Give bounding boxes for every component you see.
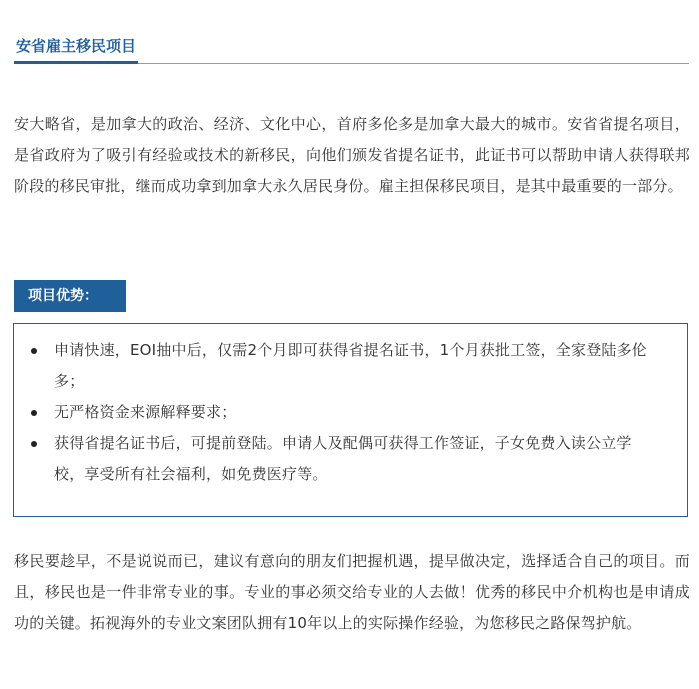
advantages-label: 项目优势： <box>14 280 126 312</box>
closing-paragraph: 移民要趁早，不是说说而已，建议有意向的朋友们把握机遇，提早做决定，选择适合自己的项目。而且，移民也是一件非常专业的事。专业的事必须交给专业的人去做！优秀的移民中介机构也是申请成功的关键。拓视海外的专业文案团队拥有10年以上的实际操作经验，为您移民之路保驾护航。 <box>14 552 690 632</box>
bullet-icon <box>31 410 37 416</box>
advantages-box <box>13 323 688 517</box>
intro-paragraph: 安大略省，是加拿大的政治、经济、文化中心，首府多伦多是加拿大最大的城市。安省省提名项目，是省政府为了吸引有经验或技术的新移民，向他们颁发省提名证书，此证书可以帮助申请人获得联邦阶段的移民审批，继而成功拿到加拿大永久居民身份。雇主担保移民项目，是其中最重要的一部分。 <box>14 115 690 195</box>
list-item-text: 获得省提名证书后，可提前登陆。申请人及配偶可获得工作签证，子女免费入读公立学校，享受所有社会福利，如免费医疗等。 <box>54 434 632 483</box>
advantages-list <box>14 324 687 490</box>
list-item <box>14 335 659 397</box>
list-item-text: 无严格资金来源解释要求； <box>54 403 237 421</box>
page-title: 安省雇主移民项目 <box>14 29 138 64</box>
title-block <box>14 29 689 64</box>
list-item <box>14 428 659 490</box>
list-item <box>14 397 659 428</box>
bullet-icon <box>31 441 37 447</box>
bullet-icon <box>31 348 37 354</box>
list-item-text: 申请快速，EOI抽中后，仅需2个月即可获得省提名证书，1个月获批工签，全家登陆多伦多； <box>54 341 647 390</box>
